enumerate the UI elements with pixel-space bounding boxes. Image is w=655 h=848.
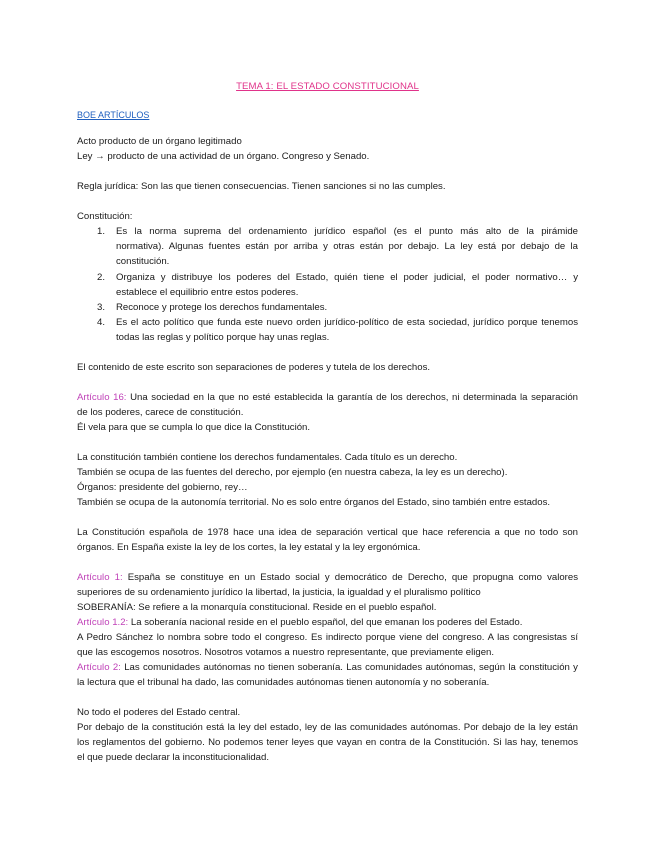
text-line: Acto producto de un órgano legitimado — [77, 136, 242, 147]
list-item-line: establece el equilibrio entre estos poderes. — [116, 287, 299, 298]
article-text: España se constituye en un Estado social y democrático de Derecho, que propugna como valores — [127, 572, 578, 583]
text-line: los reglamentos del gobierno. No podemos tener leyes que vayan en contra de la Constitución. Si las hay, tenemos — [77, 737, 578, 748]
text-line: la lectura que el tribunal ha dado, las comunidades autónomas tienen autonomía y no soberanía. — [77, 677, 490, 688]
text-line: Constitución: — [77, 211, 133, 222]
text-line: El contenido de este escrito son separaciones de poderes y tutela de los derechos. — [77, 362, 431, 373]
text-line: La Constitución española de 1978 hace una idea de separación vertical que hace referencia a que no todo son — [77, 527, 578, 538]
list-number: 3. — [97, 302, 106, 313]
text-line: SOBERANÍA: Se refiere a la monarquía constitucional. Reside en el pueblo español. — [77, 602, 437, 613]
list-item-line: normativa). Algunas fuentes están por arriba y otras están por debajo. La ley está por debajo de la — [116, 241, 578, 252]
list-number: 4. — [97, 317, 106, 328]
text-line: Ley → producto de una actividad de un órgano. Congreso y Senado. — [77, 151, 370, 162]
article-1-line — [77, 570, 578, 585]
list-item-line: constitución. — [116, 256, 170, 267]
text-line: de los poderes, carece de constitución. — [77, 407, 244, 418]
article-1-2-line — [77, 615, 578, 630]
article-text: Una sociedad en la que no esté establecida la garantía de los derechos, ni determinada la separación — [130, 392, 579, 403]
list-item-line: Organiza y distribuye los poderes del Estado, quién tiene el poder judicial, el poder normativo… y — [116, 272, 578, 283]
boe-link[interactable]: BOE ARTÍCULOS — [77, 110, 150, 120]
article-label: Artículo 1: — [77, 572, 123, 583]
article-text: La soberanía nacional reside en el pueblo español, del que emanan los poderes del Estado. — [130, 617, 523, 628]
list-item-line: Es el acto político que funda este nuevo orden jurídico-político de esta sociedad, jurídico porque tenemos — [116, 317, 578, 328]
text-line: También se ocupa de la autonomía territorial. No es solo entre órganos del Estado, sino también entre estados. — [77, 497, 551, 508]
list-number: 1. — [97, 226, 106, 237]
article-label: Artículo 1.2: — [77, 617, 129, 628]
text-line: A Pedro Sánchez lo nombra sobre todo el congreso. Es indirecto porque viene del congreso. A las congresistas sí — [77, 632, 578, 643]
article-2-line — [77, 660, 578, 675]
text-line: superiores de su ordenamiento jurídico la libertad, la justicia, la igualdad y el pluralismo político — [77, 587, 481, 598]
text-line: Por debajo de la constitución está la ley del estado, ley de las comunidades autónomas. Por debajo de la ley están — [77, 722, 578, 733]
text-line: La constitución también contiene los derechos fundamentales. Cada título es un derecho. — [77, 452, 458, 463]
article-text: Las comunidades autónomas no tienen soberanía. Las comunidades autónomas, según la constitución y — [124, 662, 578, 673]
text-line: También se ocupa de las fuentes del derecho, por ejemplo (en nuestra cabeza, la ley es un derecho). — [77, 467, 508, 478]
text-line: Regla jurídica: Son las que tienen consecuencias. Tienen sanciones si no las cumples. — [77, 181, 446, 192]
text-line: el que puede declarar la inconstitucionalidad. — [77, 752, 270, 763]
document-title: TEMA 1: EL ESTADO CONSTITUCIONAL — [236, 81, 419, 92]
article-label: Artículo 2: — [77, 662, 121, 673]
list-item-line: todas las reglas y político porque hay unas reglas. — [116, 332, 330, 343]
list-item-line: Reconoce y protege los derechos fundamentales. — [116, 302, 328, 313]
text-line: Órganos: presidente del gobierno, rey… — [77, 482, 248, 493]
text-line: que las escogemos nosotros. Nosotros votamos a nuestro representante, que previamente eligen. — [77, 647, 495, 658]
list-number: 2. — [97, 272, 106, 283]
article-label: Artículo 16: — [77, 392, 127, 403]
article-16-line — [77, 390, 578, 405]
text-line: No todo el poderes del Estado central. — [77, 707, 241, 718]
text-line: Él vela para que se cumpla lo que dice la Constitución. — [77, 422, 311, 433]
text-line: órganos. En España existe la ley de los cortes, la ley estatal y la ley ergonómica. — [77, 542, 421, 553]
list-item-line: Es la norma suprema del ordenamiento jurídico español (es el punto más alto de la pirámide — [116, 226, 578, 237]
